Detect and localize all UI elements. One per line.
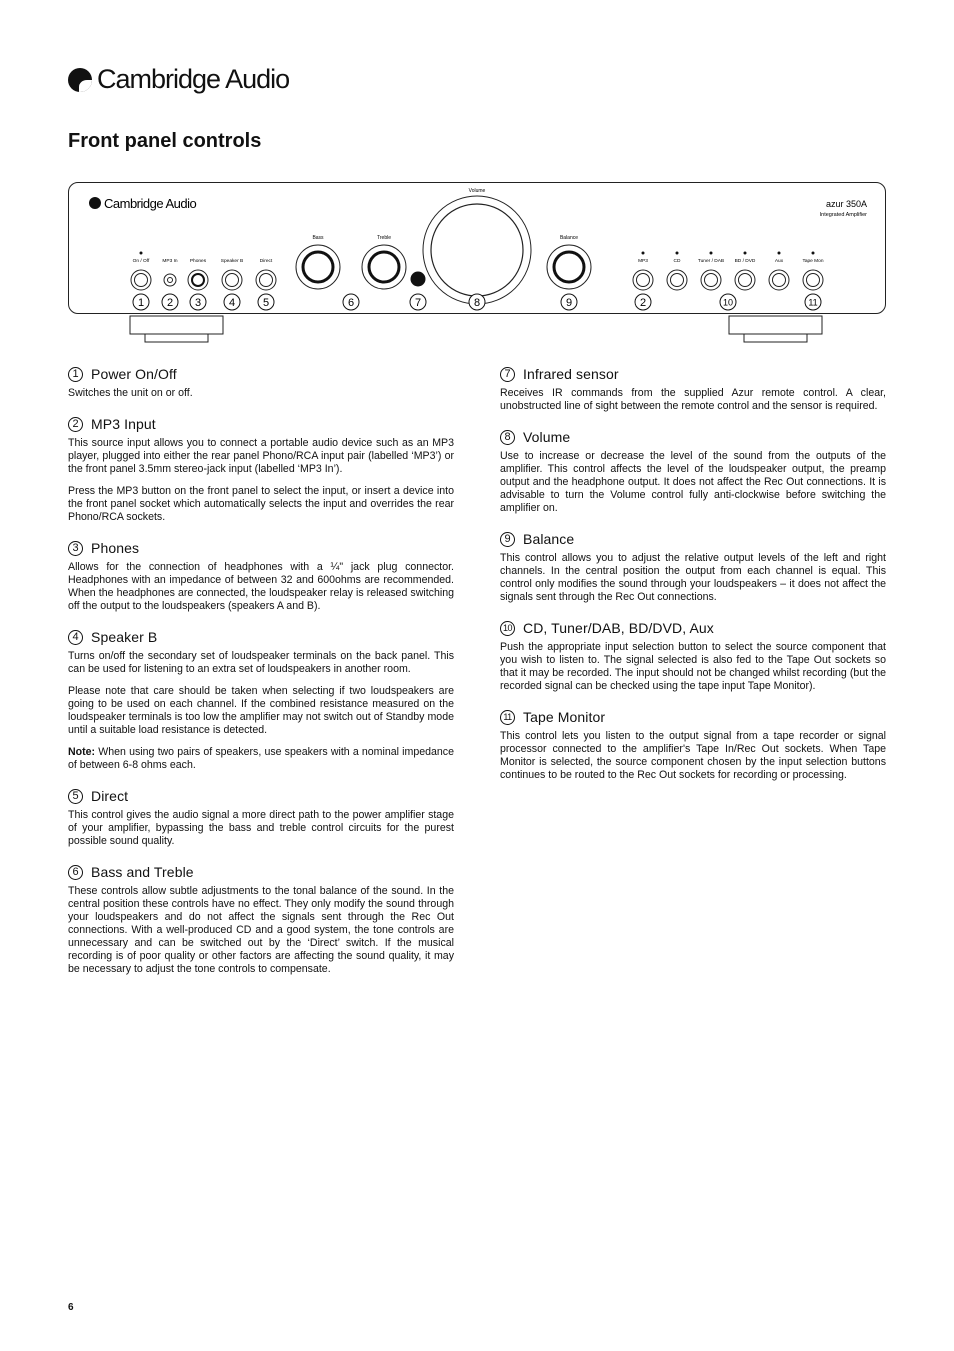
section-number: 10 [500,621,515,636]
section-text: This source input allows you to connect a portable audio device such as an MP3 player, plugged into either the rear panel Phono/RCA input pair (labelled ‘MP3’) or the front panel 3.5mm stereo-jack input (labelled ‘MP3 In’). [68,437,454,475]
label-aux: Aux [774,259,784,264]
label-direct: Direct [259,259,273,264]
page-number: 6 [68,1302,74,1313]
section-balance [500,531,886,604]
section-text: Turns on/off the secondary set of loudspeaker terminals on the back panel. This can be used for listening to an extra set of loudspeakers in another room. [68,650,454,675]
section-number: 6 [68,865,83,880]
section-number: 9 [500,532,515,547]
section-number: 4 [68,630,83,645]
section-title: Direct [91,788,129,804]
section-text: Press the MP3 button on the front panel to select the input, or insert a device into the front panel socket which automatically selects the input and overrides the rear Phono/RCA sockets. [68,485,454,523]
section-number: 5 [68,789,83,804]
cd-button-inner [671,274,684,287]
direct-button-inner [260,274,273,287]
section-source-select [500,620,886,693]
callout-11: 11 [808,297,818,308]
section-title: CD, Tuner/DAB, BD/DVD, Aux [523,620,714,636]
label-tape-mon: Tape Mon [802,259,824,264]
callout-1: 1 [137,297,145,309]
section-text: Please note that care should be taken when selecting if two loudspeakers are going to be used on each channel. If the combined resistance measured on the loudspeaker terminals is too low the amplifier may not switch out of Standby mode until a suitable load resistance is detected. [68,685,454,736]
power-button-inner [135,274,148,287]
panel-feet [0,315,954,351]
tape-mon-button-inner [807,274,820,287]
label-volume: Volume [468,188,486,194]
callout-6: 6 [347,297,355,309]
section-number: 3 [68,541,83,556]
note-text: When using two pairs of speakers, use speakers with a nominal impedance of between 6-8 ohms each. [68,746,454,771]
section-text: These controls allow subtle adjustments to the tonal balance of the sound. In the central position these controls have no effect. They only modify the sound through your loudspeakers and do not affect the signals sent through the Rec Out connections. With a well-produced CD and a good system, the tone controls are unnecessary and can be switched out by the ‘Direct’ switch. If the musical recording is of poor quality or other factors are affecting the sound quality, it may be necessary to adjust the tone controls to compensate. [68,885,454,975]
section-heading [68,540,454,556]
bd-dvd-led [744,252,747,255]
section-heading [68,788,454,804]
section-title: Power On/Off [91,366,177,382]
mp3-led [642,252,645,255]
tape-mon-led [812,252,815,255]
brand-name: Cambridge Audio [97,64,290,94]
page-title: Front panel controls [68,130,262,152]
section-heading [500,429,886,445]
section-title: Tape Monitor [523,709,606,725]
mp3-button-inner [637,274,650,287]
section-power [68,366,454,400]
section-text: This control gives the audio signal a more direct path to the power amplifier stage of your amplifier, bypassing the bass and treble control circuits for the purest possible sound quality. [68,809,454,847]
treble-knob[interactable] [369,252,399,282]
front-panel-drawing [69,183,885,313]
power-led [140,252,143,255]
callout-9: 9 [565,297,573,309]
section-heading [500,531,886,547]
section-number: 7 [500,367,515,382]
section-text: Use to increase or decrease the level of the sound from the outputs of the amplifier. This control affects the level of the loudspeaker output, the preamp output and the headphone output. It does not affect the Rec Out connections. It is advisable to turn the Volume control fully anti-clockwise before switching the amplifier on. [500,450,886,514]
tuner-dab-button-inner [705,274,718,287]
section-heading [68,629,454,645]
callout-7: 7 [414,297,422,309]
callout-2b: 2 [639,297,647,309]
section-direct [68,788,454,848]
label-mp3: MP3 [638,259,648,264]
label-speaker-b: Speaker B [220,259,244,264]
panel-brand-mark-icon [89,197,101,209]
section-text: Allows for the connection of headphones with a ¼" jack plug connector. Headphones with an impedance of between 32 and 600ohms are recommended. When the headphones are connected, the loudspeaker relay is released switching off the output to the loudspeakers (speakers A and B). [68,561,454,612]
left-foot-base [145,334,208,342]
section-note [68,746,454,772]
section-heading [500,709,886,725]
panel-model: azur 350A [825,199,867,209]
section-tape-monitor [500,709,886,782]
section-mp3-input [68,416,454,524]
label-cd: CD [673,259,681,264]
mp3-in-socket-inner [168,278,173,283]
section-title: Bass and Treble [91,864,194,880]
bd-dvd-button-inner [739,274,752,287]
phones-socket-inner [192,274,204,286]
section-volume [500,429,886,515]
callout-2: 2 [166,297,174,309]
brand-mark-icon [68,68,92,92]
amplifier-front-panel [68,182,886,314]
tuner-dab-led [710,252,713,255]
section-number: 1 [68,367,83,382]
section-text: This control allows you to adjust the relative output levels of the left and right channels. In the central position the output from each channel is equal. This control only modifies the sound through your loudspeakers – it does not affect the signals sent through the Rec Out connections. [500,552,886,603]
aux-led [778,252,781,255]
callout-3: 3 [194,297,202,309]
balance-knob[interactable] [554,252,584,282]
section-title: Balance [523,531,575,547]
section-number: 2 [68,417,83,432]
section-heading [500,620,886,636]
section-number: 8 [500,430,515,445]
section-title: MP3 Input [91,416,156,432]
right-column [500,366,886,798]
panel-brand: Cambridge Audio [104,196,197,211]
section-bass-treble [68,864,454,976]
brand-logo [68,64,289,95]
section-title: Speaker B [91,629,158,645]
section-title: Infrared sensor [523,366,619,382]
section-title: Volume [523,429,571,445]
infrared-sensor [411,272,426,287]
section-heading [500,366,886,382]
label-balance: Balance [559,235,579,241]
cd-led [676,252,679,255]
callout-4: 4 [228,297,236,309]
label-bd-dvd: BD / DVD [734,259,756,264]
speaker-b-button-inner [226,274,239,287]
aux-button-inner [773,274,786,287]
section-heading [68,416,454,432]
label-tuner-dab: Tuner / DAB [697,259,725,264]
section-speaker-b [68,629,454,772]
note-label: Note: [68,746,96,758]
label-on-off: On / Off [132,259,150,264]
mp3-in-socket[interactable] [164,274,176,286]
label-bass: Bass [312,235,324,241]
volume-knob[interactable] [431,204,523,296]
section-heading [68,366,454,382]
label-mp3-in: MP3 In [162,259,178,264]
section-number: 11 [500,710,515,725]
label-treble: Treble [377,235,391,241]
callout-8: 8 [473,297,481,309]
bass-knob[interactable] [303,252,333,282]
callout-10: 10 [722,297,734,308]
section-phones [68,540,454,613]
left-foot [130,316,223,334]
section-heading [68,864,454,880]
callout-5: 5 [262,297,270,309]
section-text: This control lets you listen to the output signal from a tape recorder or signal processor connected to the amplifier's Tape In/Rec Out sockets. When Tape Monitor is selected, the source component chosen by the input selection buttons continues to be routed to the Rec Out sockets for recording or processing. [500,730,886,781]
section-title: Phones [91,540,140,556]
section-text: Push the appropriate input selection button to select the source component that you wish to listen to. The signal selected is also fed to the Tape Out sockets so that it may be recorded. The input should not be changed whilst recording (but the recorded signal can be checked using the tape input Tape Monitor). [500,641,886,692]
panel-model-sub: Integrated Amplifier [819,212,867,218]
label-phones: Phones [189,259,207,264]
right-foot [729,316,822,334]
left-column [68,366,454,992]
section-text: Switches the unit on or off. [68,387,193,399]
volume-knob-bezel [423,196,531,304]
section-infrared [500,366,886,413]
section-text: Receives IR commands from the supplied Azur remote control. A clear, unobstructed line of sight between the remote control and the sensor is required. [500,387,886,412]
right-foot-base [744,334,807,342]
